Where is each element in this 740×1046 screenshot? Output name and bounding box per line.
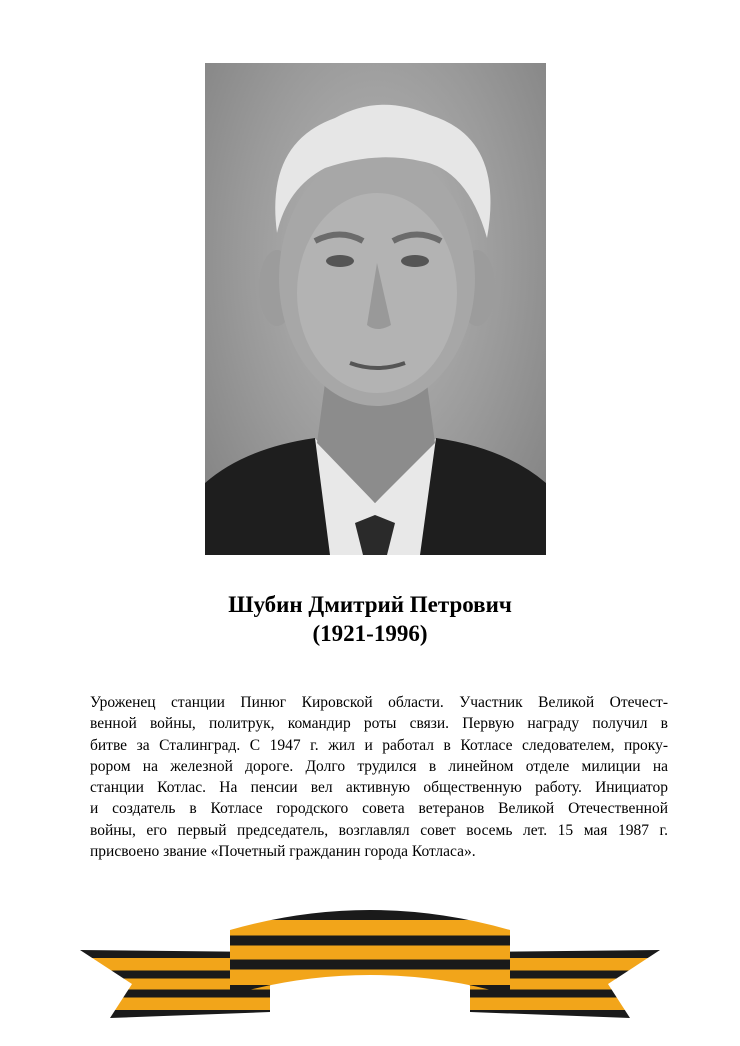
bio-line: Уроженец станции Пинюг Кировской области. Участник Великой Отечест- — [90, 694, 668, 711]
st-george-ribbon-icon — [70, 900, 670, 1035]
bio-line: войны, его первый председатель, возглавлял совет восемь лет. 15 мая 1987 г. — [90, 821, 668, 839]
bio-line: присвоено звание «Почетный гражданин города Котласа». — [90, 843, 476, 861]
bio-line: венной войны, политрук, командир роты связи. Первую награду получил в — [90, 715, 668, 733]
biography-text — [90, 692, 668, 862]
bio-line: битве за Сталинград. С 1947 г. жил и работал в Котласе следователем, проку- — [90, 736, 668, 754]
bio-line: и создатель в Котласе городского совета ветеранов Великой Отечественной — [90, 800, 668, 818]
bio-line: рором на железной дороге. Долго трудился в линейном отделе милиции на — [90, 757, 668, 775]
portrait-photo — [205, 63, 546, 555]
person-years: (1921-1996) — [312, 621, 428, 646]
portrait-image — [205, 63, 546, 555]
bio-line: станции Котлас. На пенсии вел активную общественную работу. Инициатор — [90, 779, 668, 797]
person-name: Шубин Дмитрий Петрович — [228, 592, 512, 617]
